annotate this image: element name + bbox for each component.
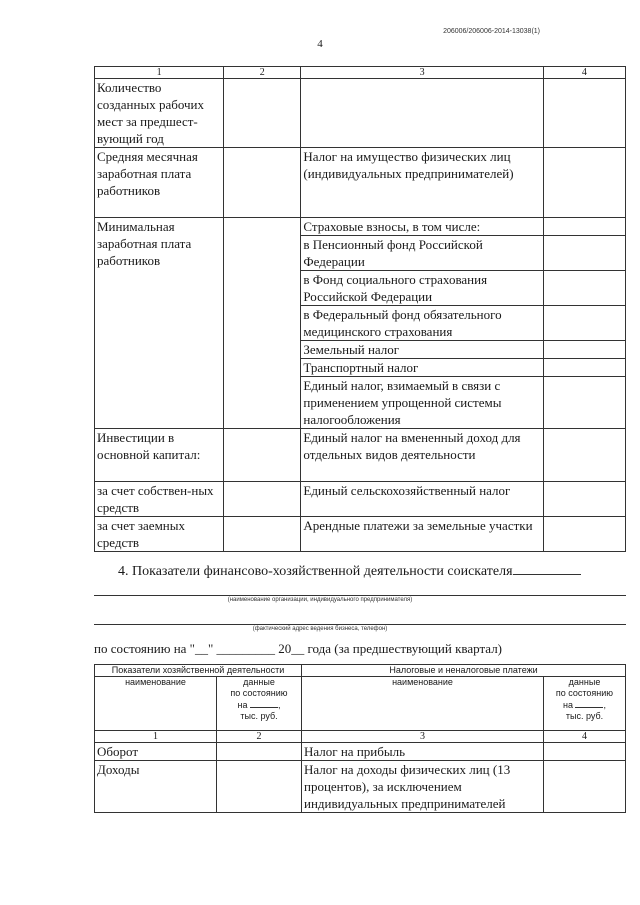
indicator-name: Средняя месячная заработная плата работников <box>95 148 224 218</box>
payment-value[interactable] <box>543 482 625 517</box>
indicator-value[interactable] <box>224 429 301 482</box>
payment-name: Единый налог на вмененный доход для отдельных видов деятельности <box>301 429 543 482</box>
group-header-left: Показатели хозяйственной деятельности <box>95 665 302 677</box>
organization-name-line[interactable] <box>94 595 626 596</box>
applicant-blank[interactable] <box>513 562 581 575</box>
payment-value[interactable] <box>543 341 625 359</box>
payment-name: в Пенсионный фонд Российской Федерации <box>301 236 543 271</box>
col-number: 4 <box>544 731 626 743</box>
indicator-name: Количество созданных рабочих мест за предшест-вующий год <box>95 79 224 148</box>
payment-name: в Федеральный фонд обязательного медицинского страхования <box>301 306 543 341</box>
sub-header-data-line: по состоянию <box>555 688 614 698</box>
indicator-value[interactable] <box>224 79 301 148</box>
as-of-date: по состоянию на "__" _________ 20__ года (за предшествующий квартал) <box>94 641 503 656</box>
table-row <box>95 761 626 813</box>
sub-header-data-line: по состоянию <box>230 688 288 698</box>
col-number: 1 <box>95 731 217 743</box>
payment-name: Транспортный налог <box>301 359 543 377</box>
indicator-value[interactable] <box>224 218 301 429</box>
financial-table <box>94 664 626 813</box>
indicator-name: за счет заемных средств <box>95 517 224 552</box>
sub-header-row <box>95 677 626 731</box>
payment-value[interactable] <box>544 761 626 813</box>
indicator-name: Оборот <box>95 743 217 761</box>
col-number: 3 <box>302 731 544 743</box>
sub-header-data-line: данные <box>243 677 275 687</box>
payment-name: Страховые взносы, в том числе: <box>301 218 543 236</box>
date-blank[interactable] <box>575 699 603 708</box>
sub-header-data <box>217 677 302 731</box>
table-row <box>95 79 626 148</box>
payment-name: Земельный налог <box>301 341 543 359</box>
sub-header-data-line: на , <box>237 700 281 710</box>
payment-name: Единый сельскохозяйственный налог <box>301 482 543 517</box>
indicator-name: Инвестиции в основной капитал: <box>95 429 224 482</box>
payment-name: Налог на имущество физических лиц (индивидуальных предпринимателей) <box>301 148 543 218</box>
column-numbers-row <box>95 67 626 79</box>
payment-name: Налог на доходы физических лиц (13 процентов), за исключением индивидуальных предпринимателей <box>302 761 544 813</box>
sub-header-data-line: тыс. руб. <box>240 711 278 721</box>
table-row <box>95 218 626 236</box>
col-number: 4 <box>543 67 625 79</box>
payment-value[interactable] <box>543 218 625 236</box>
payment-value[interactable] <box>543 271 625 306</box>
page-number: 4 <box>317 38 323 50</box>
indicator-name: Минимальная заработная плата работников <box>95 218 224 429</box>
indicator-value[interactable] <box>224 148 301 218</box>
table-row <box>95 148 626 218</box>
sub-header-name: наименование <box>302 677 544 731</box>
date-blank[interactable] <box>250 699 278 708</box>
col-number: 1 <box>95 67 224 79</box>
address-line[interactable] <box>94 624 626 625</box>
payment-value[interactable] <box>543 306 625 341</box>
indicators-table <box>94 66 626 552</box>
payment-value[interactable] <box>544 743 626 761</box>
indicator-name: Доходы <box>95 761 217 813</box>
address-caption: (фактический адрес ведения бизнеса, телефон) <box>252 626 388 632</box>
section-4-heading <box>118 562 581 580</box>
table-row <box>95 429 626 482</box>
payment-value[interactable] <box>543 148 625 218</box>
payment-value[interactable] <box>543 429 625 482</box>
indicator-value[interactable] <box>224 517 301 552</box>
payment-name: в Фонд социального страхования Российской Федерации <box>301 271 543 306</box>
group-header-right: Налоговые и неналоговые платежи <box>302 665 626 677</box>
column-numbers-row <box>95 731 626 743</box>
payment-value[interactable] <box>543 359 625 377</box>
payment-name: Арендные платежи за земельные участки <box>301 517 543 552</box>
sub-header-name: наименование <box>95 677 217 731</box>
organization-caption: (наименование организации, индивидуального предпринимателя) <box>227 597 413 603</box>
payment-value[interactable] <box>543 377 625 429</box>
sub-header-data-line: данные <box>568 677 601 687</box>
payment-value[interactable] <box>543 79 625 148</box>
payment-value[interactable] <box>543 517 625 552</box>
payment-value[interactable] <box>543 236 625 271</box>
document-id: 206006/206006-2014-13038(1) <box>443 28 540 35</box>
sub-header-data-line: на , <box>562 700 606 710</box>
payment-name: Единый налог, взимаемый в связи с применением упрощенной системы налогообложения <box>301 377 543 429</box>
payment-name <box>301 79 543 148</box>
indicator-value[interactable] <box>224 482 301 517</box>
table-row <box>95 743 626 761</box>
table-row <box>95 517 626 552</box>
section-4-title: 4. Показатели финансово-хозяйственной деятельности соискателя <box>118 564 513 579</box>
payment-name: Налог на прибыль <box>302 743 544 761</box>
table-row <box>95 482 626 517</box>
col-number: 2 <box>224 67 301 79</box>
sub-header-data <box>544 677 626 731</box>
col-number: 3 <box>301 67 543 79</box>
indicator-name: за счет собствен-ных средств <box>95 482 224 517</box>
indicator-value[interactable] <box>217 743 302 761</box>
sub-header-data-line: тыс. руб. <box>565 711 604 721</box>
group-header-row <box>95 665 626 677</box>
indicator-value[interactable] <box>217 761 302 813</box>
col-number: 2 <box>217 731 302 743</box>
